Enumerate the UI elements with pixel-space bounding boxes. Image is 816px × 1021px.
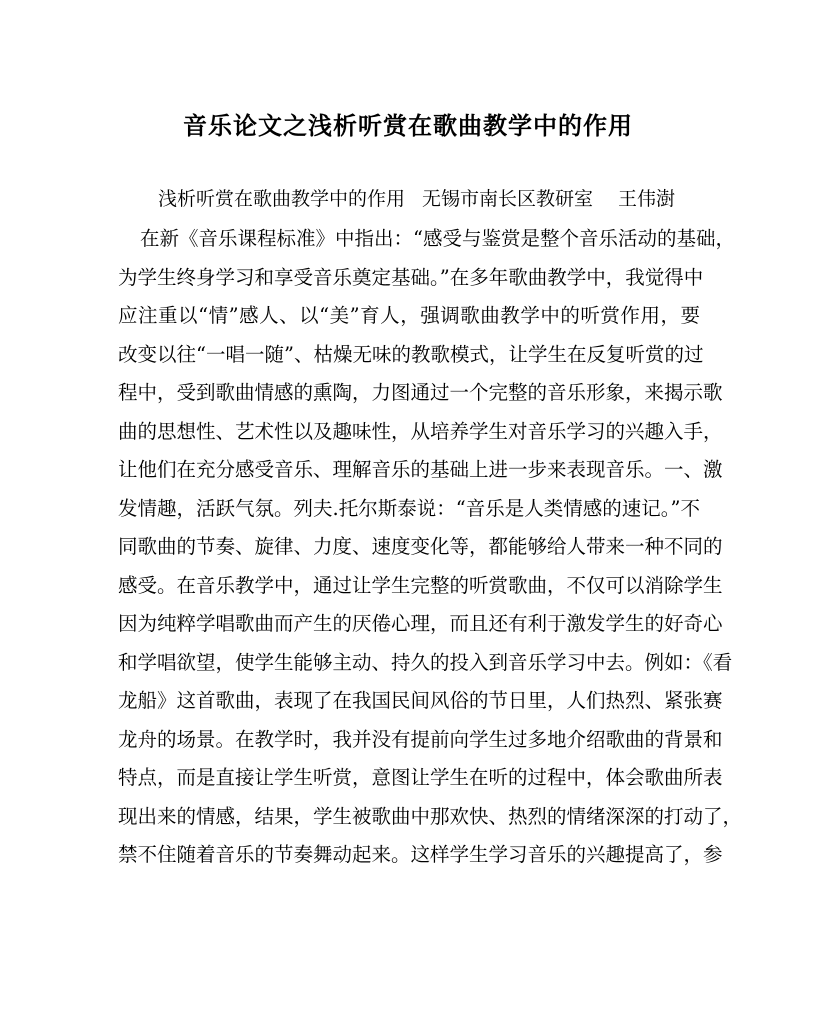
body-paragraph: [118, 220, 743, 875]
byline-article-title: 浅析听赏在歌曲教学中的作用: [158, 188, 406, 210]
text-line: 改变以往“一唱一随”、枯燥无味的教歌模式，让学生在反复听赏的过: [118, 342, 704, 366]
text-line: 同歌曲的节奏、旋律、力度、速度变化等，都能够给人带来一种不同的: [118, 535, 723, 558]
text-line: 龙船》这首歌曲，表现了在我国民间风俗的节日里，人们热烈、紧张赛: [118, 689, 723, 712]
text-line: 应注重以“情”感人、以“美”育人，强调歌曲教学中的听赏作用，要: [118, 304, 700, 327]
text-line: 为学生终身学习和享受音乐奠定基础。”在多年歌曲教学中，我觉得中: [118, 265, 704, 289]
text-line: 和学唱欲望，使学生能够主动、持久的投入到音乐学习中去。例如：《看: [118, 650, 733, 674]
text-line: 禁不住随着音乐的节奏舞动起来。这样学生学习音乐的兴趣提高了，参: [118, 843, 723, 866]
text-line: 在新《音乐课程标准》中指出：“感受与鉴赏是整个音乐活动的基础，: [140, 227, 735, 250]
text-line: 龙舟的场景。在教学时，我并没有提前向学生过多地介绍歌曲的背景和: [118, 727, 723, 751]
text-line: 特点，而是直接让学生听赏，意图让学生在听的过程中，体会歌曲所表: [118, 766, 723, 789]
text-line: 曲的思想性、艺术性以及趣味性，从培养学生对音乐学习的兴趣入手，: [118, 419, 723, 443]
byline-organization: 无锡市南长区教研室: [422, 188, 594, 210]
byline: [158, 184, 698, 211]
text-line: 现出来的情感，结果，学生被歌曲中那欢快、热烈的情绪深深的打动了，: [118, 804, 743, 828]
text-line: 感受。在音乐教学中，通过让学生完整的听赏歌曲，不仅可以消除学生: [118, 573, 723, 597]
text-line: 发情趣，活跃气氛。列夫.托尔斯泰说：“音乐是人类情感的速记。”不: [118, 496, 700, 520]
text-line: 因为纯粹学唱歌曲而产生的厌倦心理，而且还有利于激发学生的好奇心: [118, 612, 723, 635]
text-line: 让他们在充分感受音乐、理解音乐的基础上进一步来表现音乐。一、激: [118, 458, 723, 481]
text-line: 程中，受到歌曲情感的熏陶，力图通过一个完整的音乐形象，来揭示歌: [118, 381, 723, 404]
byline-author: 王伟澍: [618, 188, 676, 210]
page-title: 音乐论文之浅析听赏在歌曲教学中的作用: [183, 111, 633, 140]
